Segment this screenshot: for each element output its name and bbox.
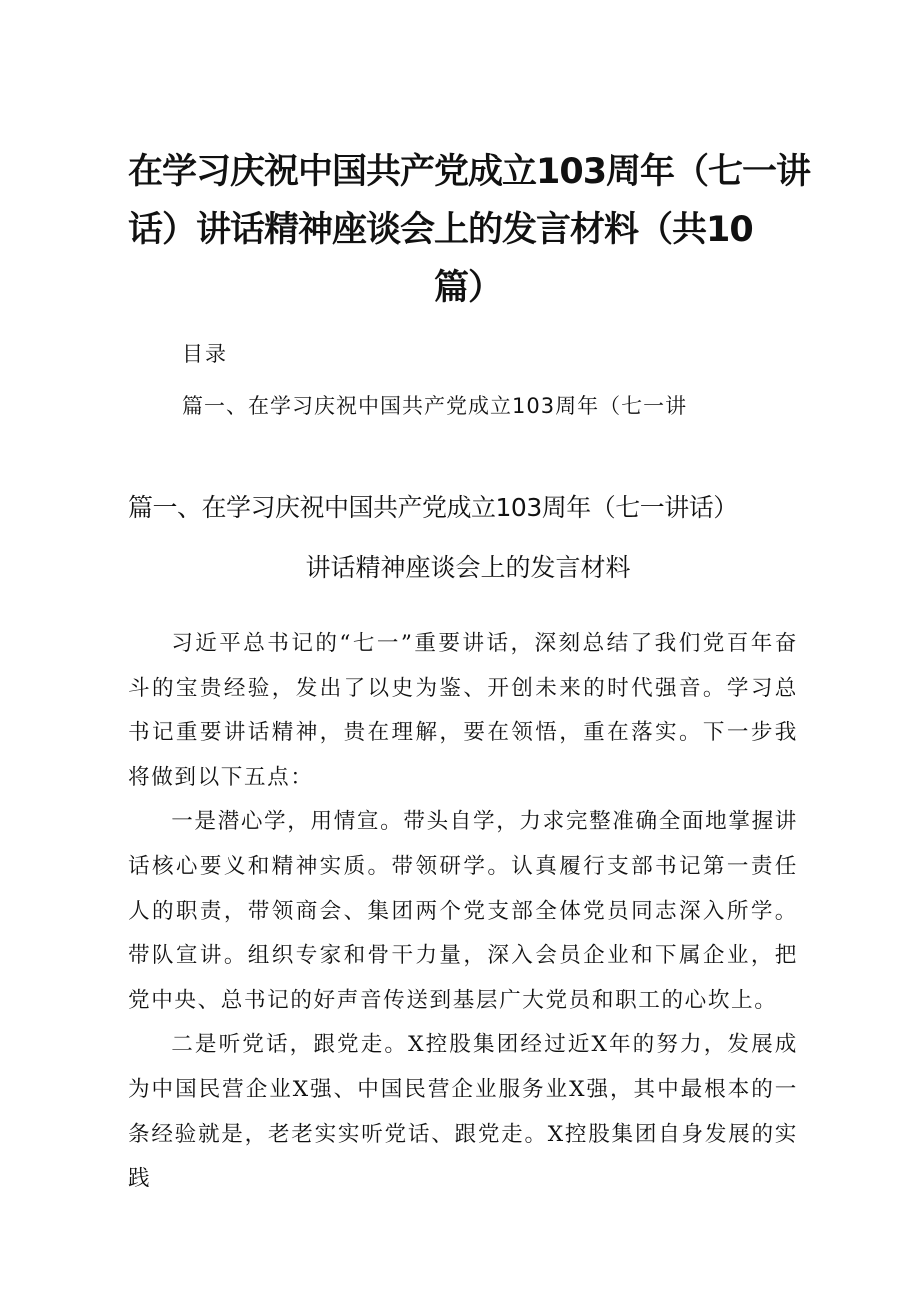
title-line-2: 话）讲话精神座谈会上的发言材料（共10 [128, 210, 753, 250]
body-text [128, 622, 798, 1202]
paragraph: 习近平总书记的“七一”重要讲话，深刻总结了我们党百年奋斗的宝贵经验，发出了以史为鉴、开创未来的时代强音。学习总书记重要讲话精神，贵在理解，要在领悟，重在落实。下一步我将做到以下五点： [128, 631, 798, 790]
toc-heading: 目录 [182, 342, 228, 366]
document-title [128, 143, 811, 317]
section-subtitle: 讲话精神座谈会上的发言材料 [305, 553, 631, 582]
toc-item[interactable]: 篇一、在学习庆祝中国共产党成立103周年（七一讲 [182, 394, 688, 418]
title-line-1: 在学习庆祝中国共产党成立103周年（七一讲 [128, 152, 811, 192]
paragraph: 二是听党话，跟党走。X控股集团经过近X年的努力，发展成为中国民营企业X强、中国民营企业服务业X强，其中最根本的一条经验就是，老老实实听党话、跟党走。X控股集团自身发展的实践 [128, 1032, 798, 1192]
section-title: 篇一、在学习庆祝中国共产党成立103周年（七一讲话） [128, 493, 738, 522]
title-line-3: 篇） [433, 268, 502, 308]
paragraph: 一是潜心学，用情宣。带头自学，力求完整准确全面地掌握讲话核心要义和精神实质。带领研学。认真履行支部书记第一责任人的职责，带领商会、集团两个党支部全体党员同志深入所学。带队宣讲。组织专家和骨干力量，深入会员企业和下属企业，把党中央、总书记的好声音传送到基层广大党员和职工的心坎上。 [128, 809, 798, 1013]
